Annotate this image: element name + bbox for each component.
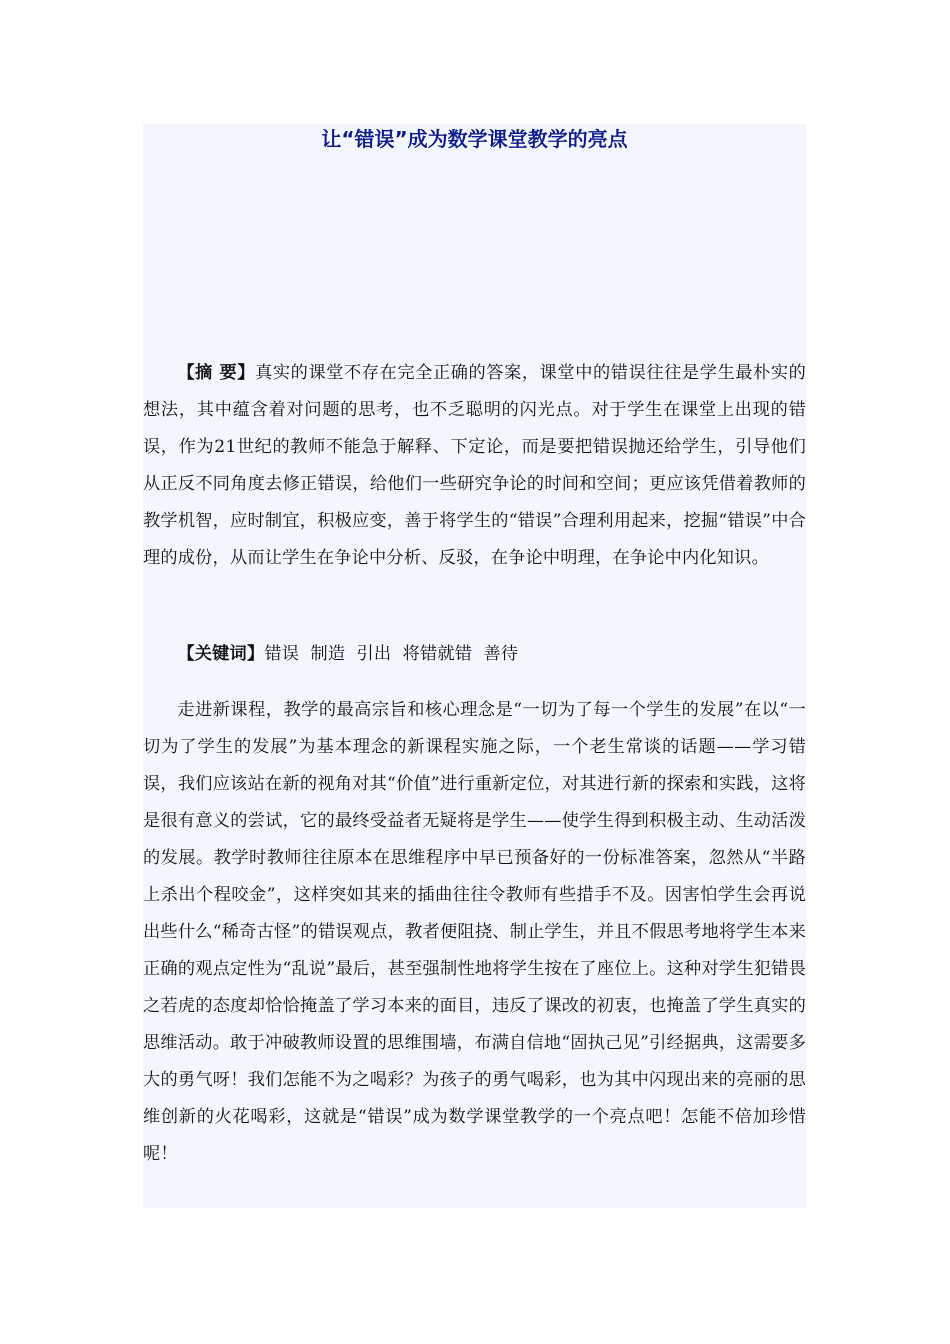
abstract-text: 真实的课堂不存在完全正确的答案，课堂中的错误往往是学生最朴实的想法，其中蕴含着对问题的思考，也不乏聪明的闪光点。对于学生在课堂上出现的错误，作为21世纪的教师不能急于解释、下定论，而是要把错误抛还给学生，引导他们从正反不同角度去修正错误，给他们一些研究争论的时间和空间；更应该凭借着教师的教学机智，应时制宜，积极应变，善于将学生的“错误”合理利用起来，挖掘“错误”中合理的成份，从而让学生在争论中分析、反驳，在争论中明理，在争论中内化知识。 [143, 363, 807, 568]
keywords-label: 【关键词】 [177, 644, 265, 664]
keywords-paragraph [143, 636, 806, 673]
keywords-text: 错误 制造 引出 将错就错 善待 [264, 644, 519, 664]
document-title: 让“错误”成为数学课堂教学的亮点 [321, 127, 628, 151]
body-paragraph: 走进新课程，教学的最高宗旨和核心理念是“一切为了每一个学生的发展”在以“一切为了学生的发展”为基本理念的新课程实施之际，一个老生常谈的话题——学习错误，我们应该站在新的视角对其“价值”进行重新定位，对其进行新的探索和实践，这将是很有意义的尝试，它的最终受益者无疑将是学生——使学生得到积极主动、生动活泼的发展。教学时教师往往原本在思维程序中早已预备好的一份标准答案，忽然从“半路上杀出个程咬金”，这样突如其来的插曲往往令教师有些措手不及。因害怕学生会再说出些什么“稀奇古怪”的错误观点，教者便阻挠、制止学生，并且不假思考地将学生本来正确的观点定性为“乱说”最后，甚至强制性地将学生按在了座位上。这种对学生犯错畏之若虎的态度却恰恰掩盖了学习本来的面目，违反了课改的初衷，也掩盖了学生真实的思维活动。敢于冲破教师设置的思维围墙，布满自信地“固执己见”引经据典，这需要多大的勇气呀！我们怎能不为之喝彩？为孩子的勇气喝彩，也为其中闪现出来的亮丽的思维创新的火花喝彩，这就是“错误”成为数学课堂教学的一个亮点吧！怎能不倍加珍惜呢！ [143, 700, 806, 1164]
abstract-label: 【摘 要】 [177, 363, 256, 383]
abstract-paragraph [143, 355, 806, 577]
